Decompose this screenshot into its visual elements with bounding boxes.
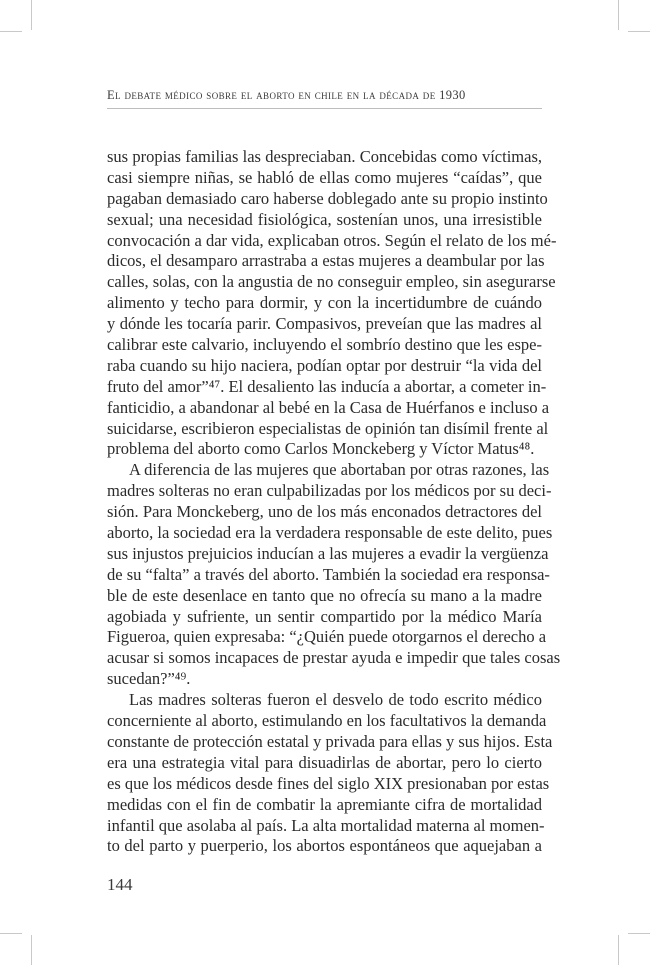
page-number: 144 bbox=[107, 875, 133, 894]
text-line: calles, solas, con la angustia de no conseguir empleo, sin asegurarse bbox=[107, 272, 556, 292]
text-line: constante de protección estatal y privada para ellas y sus hijos. Esta bbox=[107, 731, 553, 751]
body-text bbox=[107, 147, 561, 857]
crop-mark-top-left bbox=[31, 0, 32, 30]
text-line: dicos, el desamparo arrastraba a estas mujeres a deambular por las bbox=[107, 251, 545, 271]
text-line: problema del aborto como Carlos Monckeberg y Víctor Matus⁴⁸. bbox=[107, 439, 535, 459]
text-line: aborto, la sociedad era la verdadera responsable de este delito, pues bbox=[107, 523, 553, 543]
text-line: sucedan?”⁴⁹. bbox=[107, 669, 191, 689]
text-line: madres solteras no eran culpabilizadas por los médicos por su deci- bbox=[107, 481, 552, 501]
text-line: y dónde les tocaría parir. Compasivos, preveían que las madres al bbox=[107, 314, 542, 334]
crop-mark-top-left-horizontal bbox=[0, 31, 22, 32]
text-line: Figueroa, quien expresaba: “¿Quién puede otorgarnos el derecho a bbox=[107, 627, 547, 647]
text-line: sexual; una necesidad fisiológica, sostenían unos, una irresistible bbox=[107, 209, 542, 229]
text-line: infantil que asolaba al país. La alta mortalidad materna al momen- bbox=[107, 815, 545, 835]
text-line: calibrar este calvario, incluyendo el sombrío destino que les espe- bbox=[107, 335, 542, 355]
running-header: El debate médico sobre el aborto en chile en la década de 1930 bbox=[107, 88, 466, 102]
text-line: Las madres solteras fueron el desvelo de todo escrito médico bbox=[129, 690, 542, 710]
text-line: convocación a dar vida, explicaban otros. Según el relato de los mé- bbox=[107, 230, 557, 250]
header-rule bbox=[107, 108, 542, 109]
text-line: raba cuando su hijo naciera, podían optar por destruir “la vida del bbox=[107, 355, 542, 375]
text-line: alimento y techo para dormir, y con la incertidumbre de cuándo bbox=[107, 293, 542, 313]
crop-mark-bottom-right-horizontal bbox=[628, 933, 650, 934]
text-line: fruto del amor”⁴⁷. El desaliento las inducía a abortar, a cometer in- bbox=[107, 376, 547, 396]
text-line: acusar si somos incapaces de prestar ayuda e impedir que tales cosas bbox=[107, 648, 561, 668]
crop-mark-bottom-right bbox=[618, 935, 619, 965]
text-line: sus propias familias las despreciaban. Concebidas como víctimas, bbox=[107, 147, 542, 166]
text-line: agobiada y sufriente, un sentir compartido por la médico María bbox=[107, 606, 542, 626]
text-line: pagaban demasiado caro haberse doblegado ante su propio instinto bbox=[107, 188, 548, 208]
text-line: ble de este desenlace en tanto que no ofrecía su mano a la madre bbox=[107, 585, 542, 605]
text-line: fanticidio, a abandonar al bebé en la Casa de Huérfanos e incluso a bbox=[107, 397, 550, 417]
text-line: A diferencia de las mujeres que abortaban por otras razones, las bbox=[129, 460, 550, 480]
text-line: suicidarse, escribieron especialistas de opinión tan disímil frente al bbox=[107, 418, 549, 438]
text-line: era una estrategia vital para disuadirlas de abortar, pero lo cierto bbox=[107, 752, 542, 772]
text-line: sus injustos prejuicios inducían a las mujeres a evadir la vergüenza bbox=[107, 543, 549, 563]
crop-mark-top-right bbox=[618, 0, 619, 30]
text-line: medidas con el fin de combatir la apremiante cifra de mortalidad bbox=[107, 794, 542, 814]
text-line: to del parto y puerperio, los abortos espontáneos que aquejaban a bbox=[107, 836, 542, 856]
text-line: casi siempre niñas, se habló de ellas como mujeres “caídas”, que bbox=[107, 167, 542, 187]
crop-mark-bottom-left-horizontal bbox=[0, 933, 22, 934]
crop-mark-top-right-horizontal bbox=[628, 31, 650, 32]
text-line: es que los médicos desde fines del siglo XIX presionaban por estas bbox=[107, 773, 550, 793]
text-line: concerniente al aborto, estimulando en los facultativos la demanda bbox=[107, 711, 547, 731]
crop-mark-bottom-left bbox=[31, 935, 32, 965]
text-line: sión. Para Monckeberg, uno de los más enconados detractores del bbox=[107, 502, 542, 522]
text-line: de su “falta” a través del aborto. También la sociedad era responsa- bbox=[107, 564, 550, 584]
